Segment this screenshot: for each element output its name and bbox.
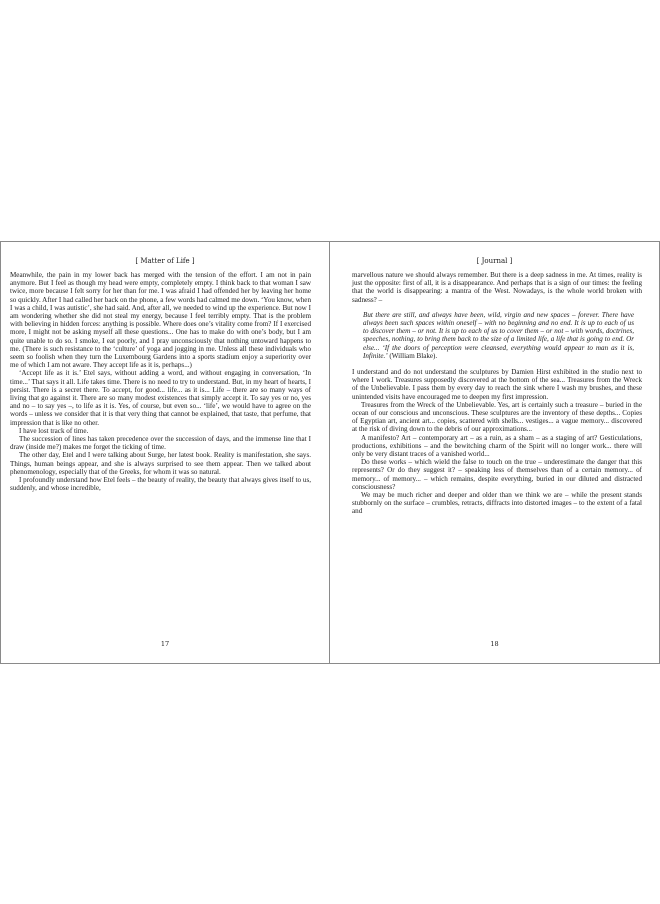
block-quote [352,311,642,360]
paragraph: I profoundly understand how Etel feels – the beauty of reality, the beauty that always gives itself to us, suddenly, and whose incredible, [10,476,311,493]
running-head-right: [ Journal ] [476,257,513,265]
right-page [329,241,660,664]
book-spread [0,241,660,664]
paragraph: The succession of lines has taken precedence over the succession of days, and the immense line that I draw (inside me?) makes me forget the ticking of time. [10,435,311,452]
paragraph: Treasures from the Wreck of the Unbelievable. Yes, art is certainly such a treasure – buried in the ocean of our conscious and unconscious. These sculptures are the inventory of these depths... Copies of Egyptian art, ancient art... copies, scattered with shells... vestiges... a vague memory... discovered at the risk of diving down to the debris of our approximations... [352,400,642,434]
paragraph: marvellous nature we should always remember. But there is a deep sadness in me. At times, reality is just the opposite: first of all, it is a disappearance. And perhaps that is a sign of our times: the feeling that the world is disappearing: a mantra of the West. Nowadays, is the whole world broken with sadness? – [352,271,642,304]
paragraph: Do these works – which wield the false to touch on the true – underestimate the danger that this represents? Or do they suggest it? – speaking less of themselves than of a certain memory... of memory... of memory... – which remains, despite everything, buried in our diluted and distracted consciousness? [352,458,642,491]
left-page-text [10,271,311,492]
paragraph: I have lost track of time. [19,426,89,435]
paragraph: A manifesto? Art – contemporary art – as a ruin, as a sham – as a staging of art? Gesticulations, productions, exhibitions – and the bewitching charm of the Spirit will no longer work... there will only be very distant traces of a vanished world... [352,433,642,459]
paragraph: I understand and do not understand the sculptures by Damien Hirst exhibited in the studio next to where I work. Treasures supposedly discovered at the bottom of the sea... Treasures from the Wreck of the Unbelievable. I pass them by every day to reach the sink where I wash my brushes, and these unintended visits have encouraged me to deepen my first impression. [352,368,642,401]
paragraph: ‘Accept life as it is.’ Etel says, without adding a word, and without engaging in conversation, ‘In time...’ That says it all. Life takes time. There is no need to try to understand. But, in my heart of hearts, I persist. There is a secret there. To accept, for good... life... as it is... Life – there are so many ways of living that go against it. There are so many modest existences that simply accept it. To say yes or no, yes and no – to say yes –, to life as it is. Yes, of course, but even so... ‘life’, we would have to agree on the words – unless we consider that it is that very thing that cannot be explained, that taste, that perfume, that impression that is like no other. [10,369,311,427]
paragraph: The other day, Etel and I were talking about Surge, her latest book. Reality is manifestation, she says. Things, human beings appear, and she is always surprised to see them appear. Then we talked about phenomenology, especially that of the Greeks, for whom it was so natural. [10,451,311,476]
left-page [0,241,330,664]
paragraph: Meanwhile, the pain in my lower back has merged with the tension of the effort. I am not in pain anymore. But I feel as though my head were empty, completely empty. I think back to that woman I saw twice, more because I felt sorry for her than for me. I was afraid I had offended her by leaving her home so quickly. After I had called her back on the phone, a few words had calmed me down. ‘You know, when I was a child, I was autistic’, she had said. And, after all, we needed to wind up the experience. But now I am wondering whether she did not steal my energy, because I feel terribly empty. That is the problem with believing in hidden forces: anything is possible. Where does one’s vitality come from? If I exercised more, I might not be asking myself all these questions... One has to make do with one’s body, but I am quite unable to do so. I smoke, I eat poorly, and I pray unconsciously that nothing untoward happens to me. (There is such resistance to the ‘culture’ of yoga and jogging in me. Unless all these individuals who seem so foolish when they turn the Luxembourg Gardens into a sports stadium enjoy a superiority over me of which I am not aware. They accept life as it is, perhaps...) [10,271,311,370]
page-number-left: 17 [160,640,170,648]
page-number-right: 18 [490,640,499,648]
running-head-left: [ Matter of Life ] [135,257,195,265]
paragraph: We may be much richer and deeper and older than we think we are – while the present stands stubbornly on the surface – crumbles, retracts, diffracts into distorted images – to the extent of a fatal and [352,491,642,516]
right-page-text [352,271,642,516]
quote-attribution: (William Blake). [387,351,438,360]
quote-text: But there are still, and always have been, wild, virgin and new spaces – forever. There have always been such spaces within oneself – with no beginning and no end. It is up to each of us to discover them – or not. It is up to each of us to cover them – or not – with words, doctrines, speeches, nothing, to bring them back to the size of a limited life, a life that is going to end. Or else... ‘If the doors of perception were cleansed, everything would appear to man as it is, Infinite.’ [363,310,634,360]
